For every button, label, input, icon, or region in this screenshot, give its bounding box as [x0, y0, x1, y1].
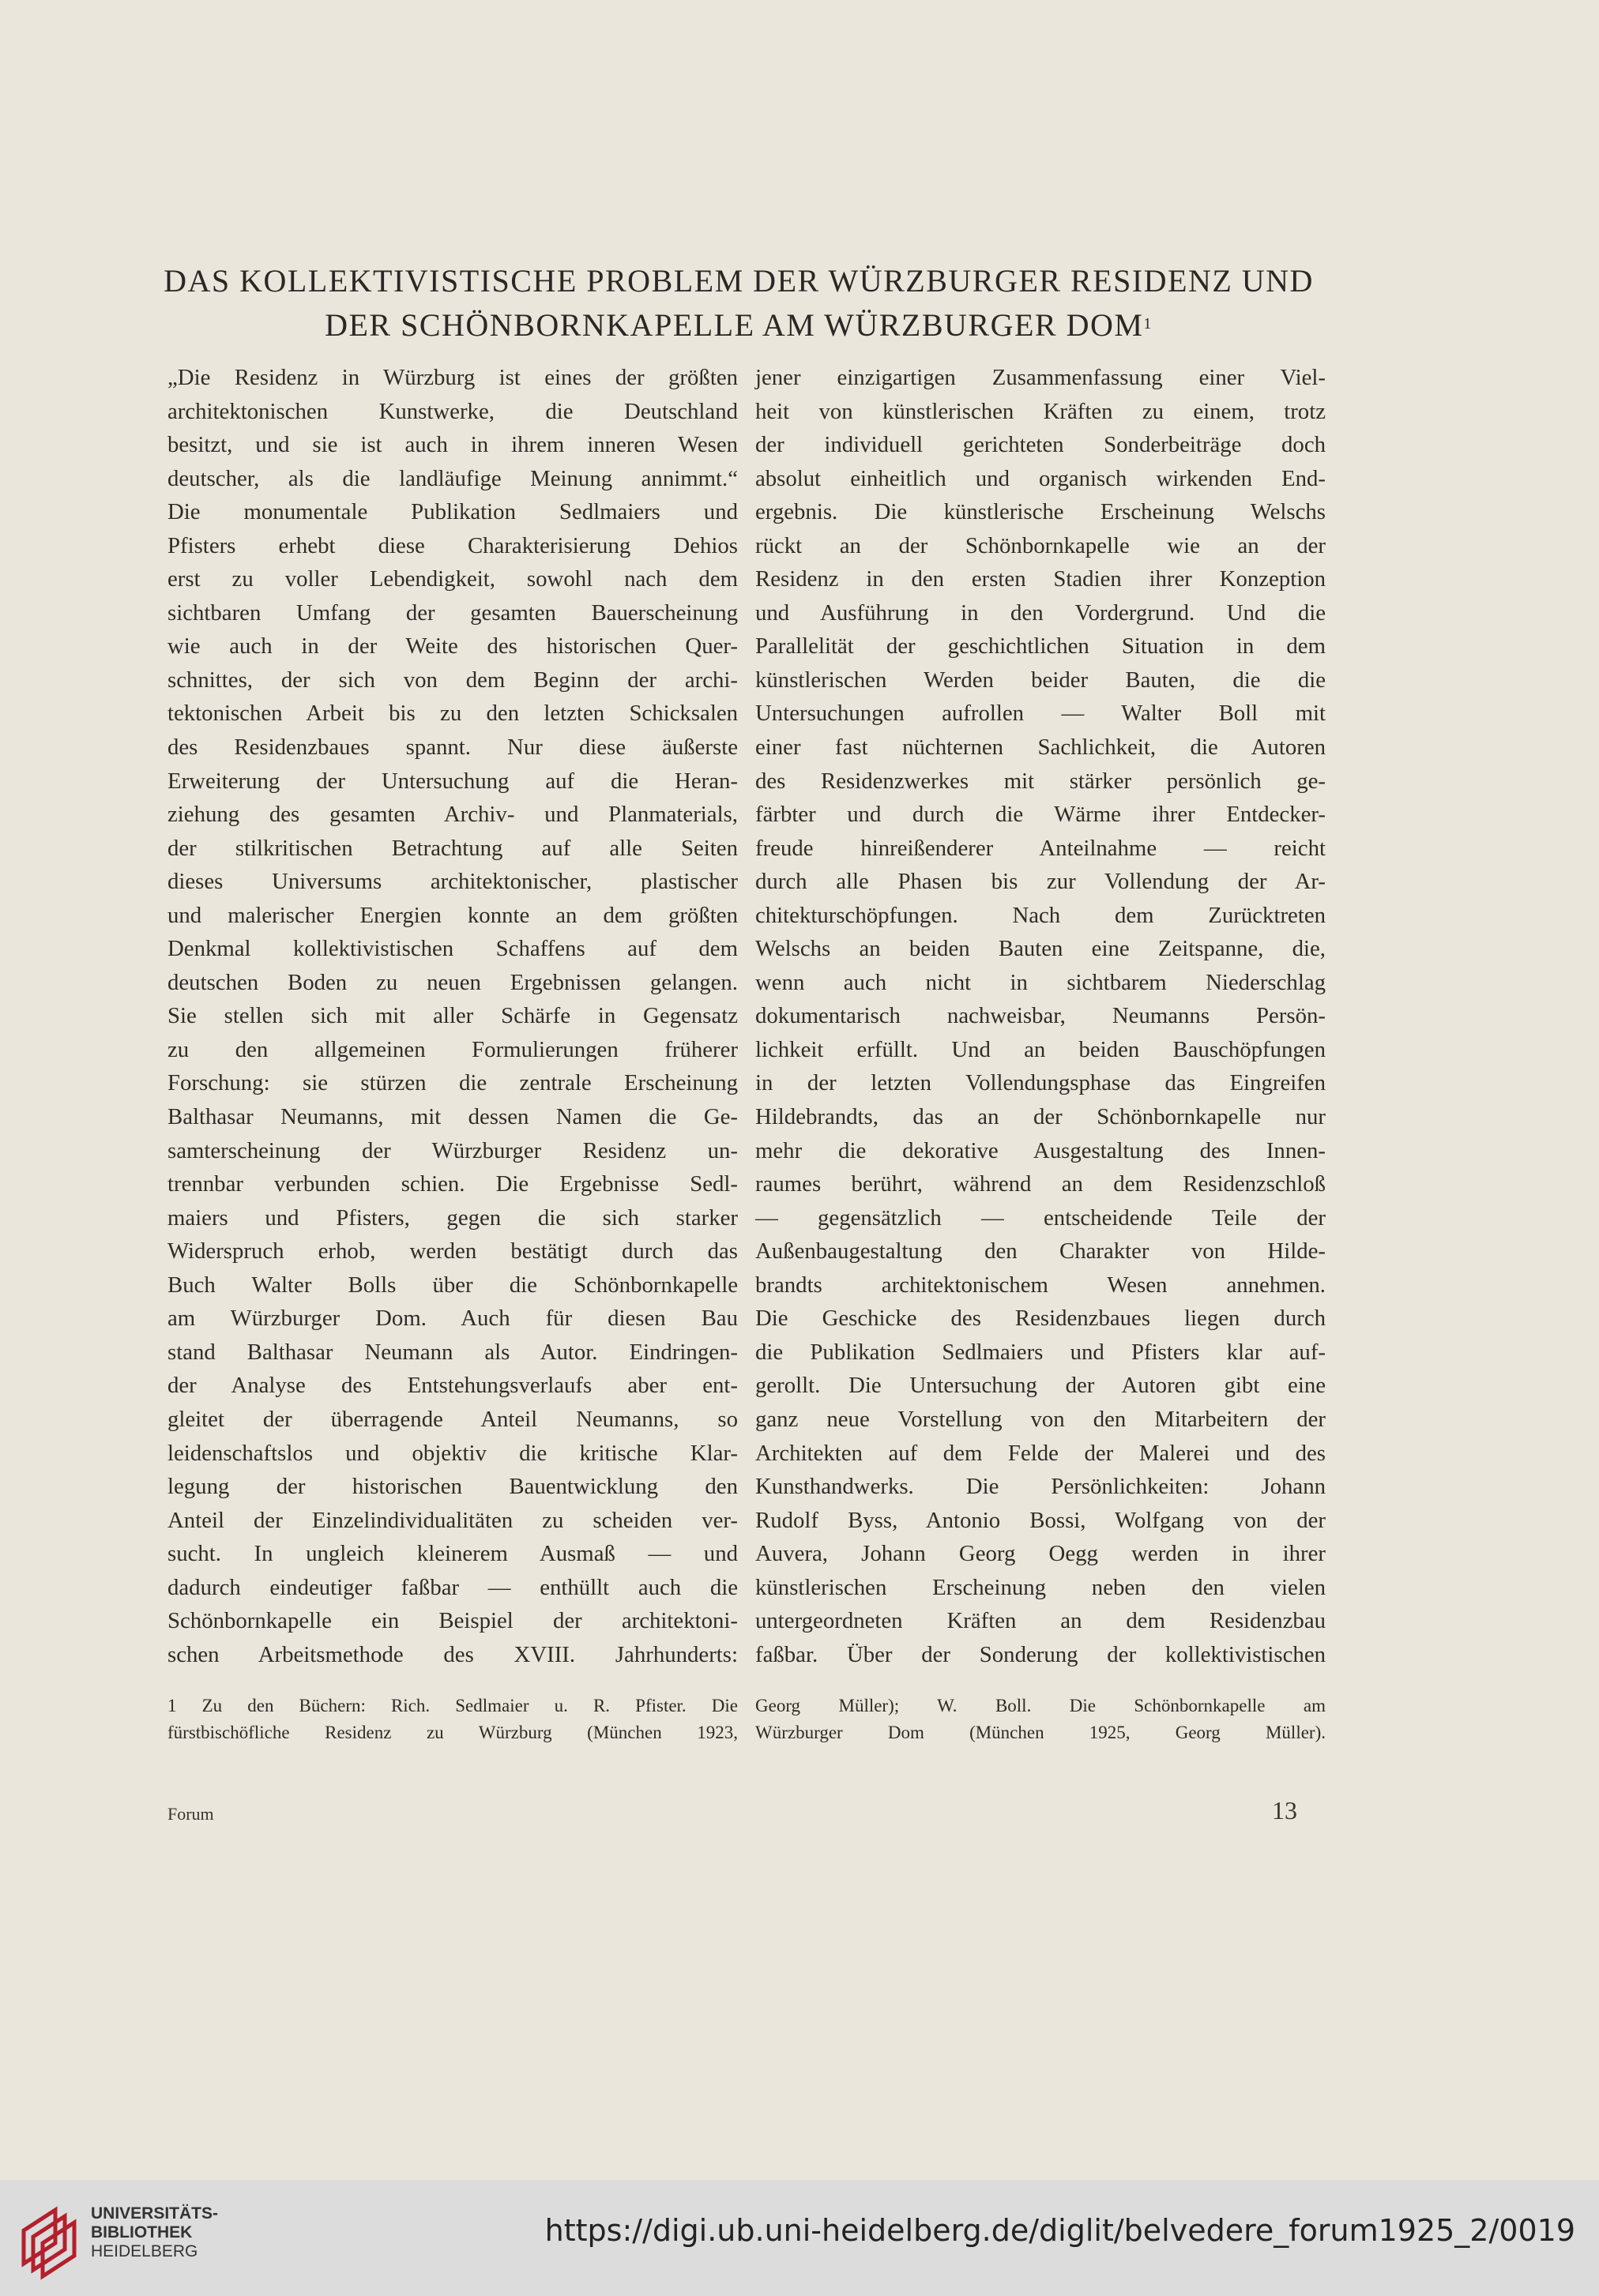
- right-column-line: durch alle Phasen bis zur Vollendung der Ar-: [755, 869, 1326, 895]
- right-column-line: und Ausführung in den Vordergrund. Und die: [755, 599, 1326, 626]
- footer-label: Forum: [167, 1804, 214, 1824]
- right-column-line: Die Geschicke des Residenzbaues liegen durch: [755, 1306, 1326, 1332]
- left-column-line: Forschung: sie stürzen die zentrale Erscheinung: [167, 1070, 738, 1096]
- left-column-line: gleitet der überragende Anteil Neumanns, so: [167, 1406, 738, 1432]
- left-column-line: schnittes, der sich von dem Beginn der archi-: [167, 667, 738, 693]
- left-column-line: und malerischer Energien konnte an dem größten: [167, 902, 738, 928]
- right-column-line: jener einzigartigen Zusammenfassung einer Viel-: [755, 365, 1326, 390]
- right-column-line: Untersuchungen aufrollen — Walter Boll mit: [755, 701, 1326, 727]
- right-column-line: — gegensätzlich — entscheidende Teile der: [755, 1204, 1326, 1231]
- footnote-left-line: 1 Zu den Büchern: Rich. Sedlmaier u. R. Pfister. Die: [167, 1696, 738, 1715]
- left-column-line: Denkmal kollektivistischen Schaffens auf dem: [167, 936, 738, 962]
- footnote-right-line: Würzburger Dom (München 1925, Georg Müller).: [755, 1723, 1326, 1742]
- left-column-line: maiers und Pfisters, gegen die sich starker: [167, 1204, 738, 1231]
- left-column-line: Schönbornkapelle ein Beispiel der architektoni-: [167, 1608, 738, 1634]
- footnote-right-line: Georg Müller); W. Boll. Die Schönbornkapelle am: [755, 1696, 1326, 1715]
- right-column-line: freude hinreißenderer Anteilnahme — reicht: [755, 835, 1326, 861]
- library-logo-icon[interactable]: [17, 2193, 81, 2284]
- logo-line-1: UNIVERSITÄTS-: [91, 2204, 219, 2223]
- left-column-line: Buch Walter Bolls über die Schönbornkapelle: [167, 1272, 738, 1298]
- left-column-line: am Würzburger Dom. Auch für diesen Bau: [167, 1306, 738, 1332]
- right-column-line: Auvera, Johann Georg Oegg werden in ihrer: [755, 1541, 1326, 1567]
- left-column-line: tektonischen Arbeit bis zu den letzten Schicksalen: [167, 701, 738, 727]
- left-column-line: schen Arbeitsmethode des XVIII. Jahrhunderts:: [167, 1641, 738, 1667]
- left-column-line: Pfisters erhebt diese Charakterisierung Dehios: [167, 532, 738, 558]
- left-column-line: besitzt, und sie ist auch in ihrem inneren Wesen: [167, 432, 738, 458]
- left-column-line: leidenschaftslos und objektiv die kritische Klar-: [167, 1440, 738, 1466]
- right-column-line: untergeordneten Kräften an dem Residenzbau: [755, 1608, 1326, 1634]
- right-column-line: des Residenzwerkes mit stärker persönlich ge-: [755, 768, 1326, 794]
- logo-line-2: BIBLIOTHEK: [91, 2223, 193, 2242]
- right-column-line: wenn auch nicht in sichtbarem Niederschlag: [755, 969, 1326, 995]
- right-column-line: gerollt. Die Untersuchung der Autoren gibt eine: [755, 1373, 1326, 1399]
- right-column-line: Architekten auf dem Felde der Malerei und des: [755, 1440, 1326, 1466]
- left-column-line: Erweiterung der Untersuchung auf die Heran-: [167, 768, 738, 794]
- left-column-line: der Analyse des Entstehungsverlaufs aber ent-: [167, 1373, 738, 1399]
- right-column-line: Hildebrandts, das an der Schönbornkapelle nur: [755, 1104, 1326, 1130]
- right-column-line: Residenz in den ersten Stadien ihrer Konzeption: [755, 566, 1326, 592]
- left-text-column: [167, 361, 738, 1671]
- left-column-line: stand Balthasar Neumann als Autor. Eindringen-: [167, 1339, 738, 1365]
- left-column-line: Anteil der Einzelindividualitäten zu scheiden ver-: [167, 1507, 738, 1533]
- left-column-line: zu den allgemeinen Formulierungen früherer: [167, 1036, 738, 1062]
- right-column-line: lichkeit erfüllt. Und an beiden Bauschöpfungen: [755, 1036, 1326, 1062]
- left-column-line: des Residenzbaues spannt. Nur diese äußerste: [167, 735, 738, 761]
- right-column-line: chitekturschöpfungen. Nach dem Zurücktreten: [755, 902, 1326, 928]
- left-column-line: dadurch eindeutiger faßbar — enthüllt auch die: [167, 1574, 738, 1600]
- left-column-line: erst zu voller Lebendigkeit, sowohl nach dem: [167, 566, 738, 592]
- left-column-line: Balthasar Neumanns, mit dessen Namen die Ge-: [167, 1104, 738, 1130]
- right-column-line: in der letzten Vollendungsphase das Eingreifen: [755, 1070, 1326, 1096]
- left-column-line: ziehung des gesamten Archiv- und Planmaterials,: [167, 802, 738, 828]
- right-column-line: färbter und durch die Wärme ihrer Entdecker-: [755, 802, 1326, 828]
- title-line-2: [158, 303, 1319, 348]
- right-column-line: Rudolf Byss, Antonio Bossi, Wolfgang von der: [755, 1507, 1326, 1533]
- right-column-line: einer fast nüchternen Sachlichkeit, die Autoren: [755, 735, 1326, 761]
- logo-line-3: HEIDELBERG: [91, 2242, 198, 2260]
- left-column-line: samterscheinung der Würzburger Residenz un-: [167, 1137, 738, 1163]
- page-number: 13: [1272, 1796, 1297, 1824]
- right-column-line: ergebnis. Die künstlerische Erscheinung Welschs: [755, 499, 1326, 525]
- right-column-line: Welschs an beiden Bauten eine Zeitspanne, die,: [755, 936, 1326, 962]
- left-column-line: der stilkritischen Betrachtung auf alle Seiten: [167, 835, 738, 861]
- left-column-line: sichtbaren Umfang der gesamten Bauerscheinung: [167, 599, 738, 626]
- left-column-line: Widerspruch erhob, werden bestätigt durch das: [167, 1238, 738, 1264]
- right-column-line: die Publikation Sedlmaiers und Pfisters klar auf-: [755, 1339, 1326, 1365]
- footnote-left-line: fürstbischöfliche Residenz zu Würzburg (München 1923,: [167, 1723, 738, 1742]
- right-column-line: absolut einheitlich und organisch wirkenden End-: [755, 465, 1326, 491]
- left-column-line: wie auch in der Weite des historischen Quer-: [167, 633, 738, 659]
- right-column-line: dokumentarisch nachweisbar, Neumanns Persön-: [755, 1003, 1326, 1029]
- right-column-line: künstlerischen Werden beider Bauten, die die: [755, 667, 1326, 693]
- right-text-column: [755, 361, 1326, 1671]
- right-column-line: ganz neue Vorstellung von den Mitarbeitern der: [755, 1406, 1326, 1432]
- footnote-right: [755, 1693, 1326, 1746]
- title-footnote-mark: 1: [1143, 315, 1153, 333]
- left-column-line: dieses Universums architektonischer, plastischer: [167, 869, 738, 895]
- left-column-line: Die monumentale Publikation Sedlmaiers und: [167, 499, 738, 525]
- left-column-line: legung der historischen Bauentwicklung den: [167, 1474, 738, 1500]
- right-column-line: Parallelität der geschichtlichen Situation in dem: [755, 633, 1326, 659]
- left-column-line: deutscher, als die landläufige Meinung annimmt.“: [167, 465, 738, 491]
- library-logo-text[interactable]: [91, 2204, 218, 2261]
- left-column-line: „Die Residenz in Würzburg ist eines der größten: [167, 365, 738, 390]
- right-column-line: heit von künstlerischen Kräften zu einem, trotz: [755, 398, 1326, 424]
- right-column-line: brandts architektonischem Wesen annehmen.: [755, 1272, 1326, 1298]
- title-line-1: DAS KOLLEKTIVISTISCHE PROBLEM DER WÜRZBURGER RESIDENZ UND: [164, 263, 1314, 299]
- right-column-line: raumes berührt, während an dem Residenzschloß: [755, 1171, 1326, 1197]
- title-line-2-text: DER SCHÖNBORNKAPELLE AM WÜRZBURGER DOM: [325, 307, 1144, 343]
- right-column-line: künstlerischen Erscheinung neben den vielen: [755, 1574, 1326, 1600]
- right-column-line: Kunsthandwerks. Die Persönlichkeiten: Johann: [755, 1474, 1326, 1500]
- article-title: [158, 259, 1319, 348]
- right-column-line: mehr die dekorative Ausgestaltung des Innen-: [755, 1137, 1326, 1163]
- left-column-line: deutschen Boden zu neuen Ergebnissen gelangen.: [167, 969, 738, 995]
- left-column-line: trennbar verbunden schien. Die Ergebnisse Sedl-: [167, 1171, 738, 1197]
- left-column-line: sucht. In ungleich kleinerem Ausmaß — und: [167, 1541, 738, 1567]
- right-column-line: Außenbaugestaltung den Charakter von Hilde-: [755, 1238, 1326, 1264]
- document-url[interactable]: https://digi.ub.uni-heidelberg.de/diglit/belvedere_forum1925_2/0019: [544, 2213, 1575, 2248]
- right-column-line: der individuell gerichteten Sonderbeiträge doch: [755, 432, 1326, 458]
- right-column-line: rückt an der Schönbornkapelle wie an der: [755, 532, 1326, 558]
- footnote-left: [167, 1693, 738, 1746]
- left-column-line: architektonischen Kunstwerke, die Deutschland: [167, 398, 738, 424]
- right-column-line: faßbar. Über der Sonderung der kollektivistischen: [755, 1641, 1326, 1667]
- left-column-line: Sie stellen sich mit aller Schärfe in Gegensatz: [167, 1003, 738, 1029]
